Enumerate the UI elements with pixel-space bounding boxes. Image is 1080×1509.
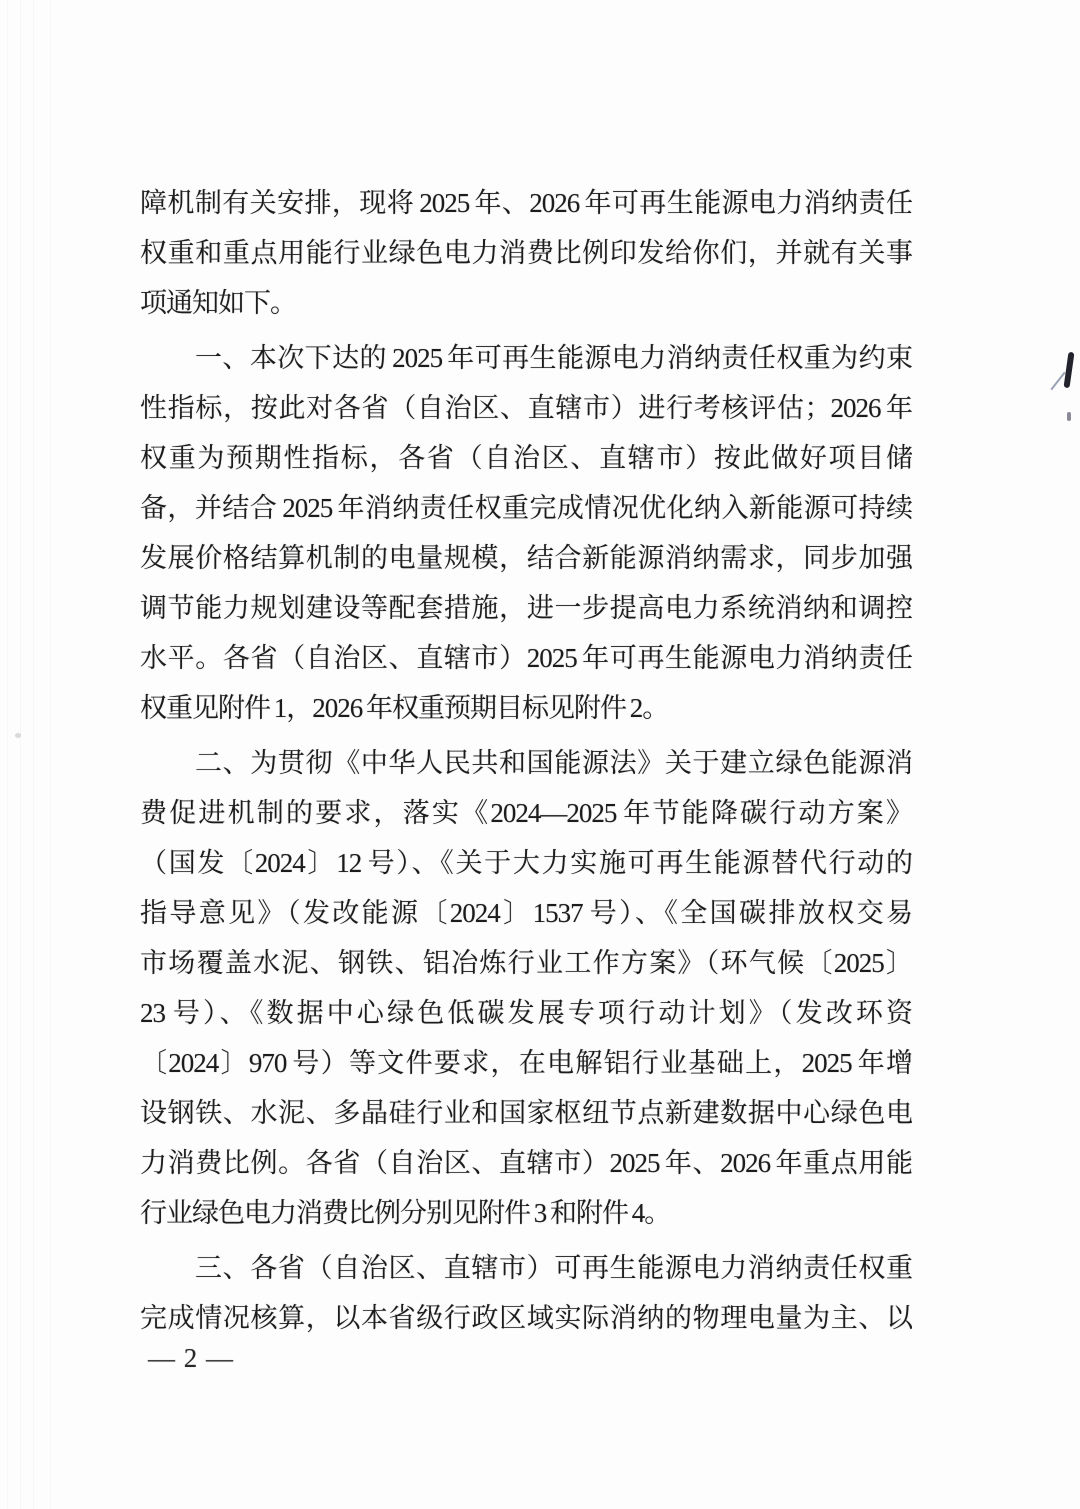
text-line: 指导意见》（发改能源〔2024〕1537 号）、《全国碳排放权交易 [140, 898, 912, 928]
text-line: 23 号）、《数据中心绿色低碳发展专项行动计划》（发改环资 [140, 998, 912, 1028]
text-line: 障机制有关安排，现将 2025 年、2026 年可再生能源电力消纳责任 [140, 188, 912, 218]
scan-streak [33, 0, 34, 1509]
ink-smudge [1056, 350, 1080, 430]
text-line: 完成情况核算，以本省级行政区域实际消纳的物理电量为主、以 [140, 1303, 912, 1333]
document-body [140, 178, 912, 1343]
paper-speck [15, 733, 21, 738]
ink-smudge-dot [1067, 412, 1071, 421]
text-line: 项通知如下。 [140, 288, 296, 318]
text-line: 〔2024〕970 号）等文件要求，在电解铝行业基础上，2025 年增 [140, 1048, 912, 1078]
scan-streak [50, 0, 51, 1509]
text-line: 性指标，按此对各省（自治区、直辖市）进行考核评估；2026 年 [140, 393, 912, 423]
page-number: — 2 — [148, 1343, 234, 1373]
text-line: 设钢铁、水泥、多晶硅行业和国家枢纽节点新建数据中心绿色电 [140, 1098, 912, 1128]
text-line: 调节能力规划建设等配套措施，进一步提高电力系统消纳和调控 [140, 593, 912, 623]
text-line: 权重为预期性指标，各省（自治区、直辖市）按此做好项目储 [140, 443, 912, 473]
text-line: 三、各省（自治区、直辖市）可再生能源电力消纳责任权重 [195, 1253, 912, 1283]
text-line: 备，并结合 2025 年消纳责任权重完成情况优化纳入新能源可持续 [140, 493, 912, 523]
text-line: 费促进机制的要求，落实《2024—2025 年节能降碳行动方案》 [140, 798, 912, 828]
text-line: 发展价格结算机制的电量规模，结合新能源消纳需求，同步加强 [140, 543, 912, 573]
text-line: 力消费比例。各省（自治区、直辖市）2025 年、2026 年重点用能 [140, 1148, 912, 1178]
text-line: 权重和重点用能行业绿色电力消费比例印发给你们，并就有关事 [140, 238, 912, 268]
ink-smudge-stroke [1064, 352, 1075, 388]
text-line: 市场覆盖水泥、钢铁、铝冶炼行业工作方案》（环气候〔2025〕 [140, 948, 912, 978]
text-line: 行业绿色电力消费比例分别见附件 3 和附件 4。 [140, 1198, 671, 1228]
scan-streak [20, 0, 21, 1509]
text-line: 二、为贯彻《中华人民共和国能源法》关于建立绿色能源消 [195, 748, 912, 778]
text-line: 水平。各省（自治区、直辖市）2025 年可再生能源电力消纳责任 [140, 643, 912, 673]
text-line: 一、本次下达的 2025 年可再生能源电力消纳责任权重为约束 [195, 343, 912, 373]
text-line: （国发〔2024〕12 号）、《关于大力实施可再生能源替代行动的 [140, 848, 912, 878]
ink-smudge-tail [1050, 372, 1065, 391]
text-line: 权重见附件 1，2026 年权重预期目标见附件 2。 [140, 693, 669, 723]
scan-streak [7, 0, 8, 1509]
